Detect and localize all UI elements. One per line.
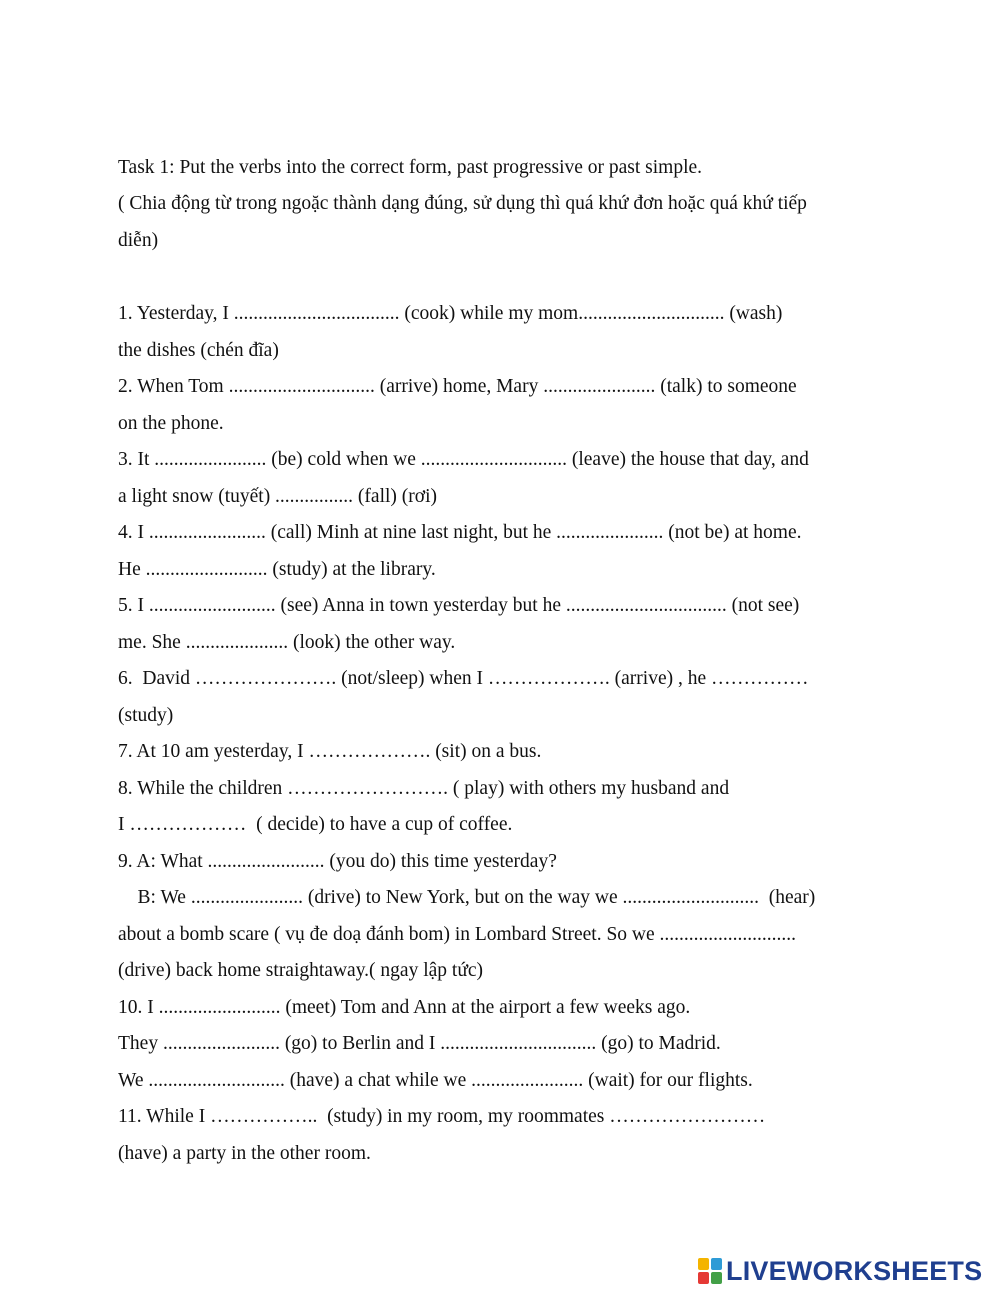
exercise-line: 4. I ........................ (call) Minh at nine last night, but he ...................... (not be) at home. — [118, 522, 802, 543]
task-subtitle: ( Chia động từ trong ngoặc thành dạng đúng, sử dụng thì quá khứ đơn hoặc quá khứ tiếp — [118, 193, 807, 214]
exercise-line: 11. While I …………….. (study) in my room, my roommates …………………… — [118, 1106, 766, 1127]
exercise-line: 3. It ....................... (be) cold when we .............................. (leave) the house that day, and — [118, 449, 809, 470]
task-subtitle: diễn) — [118, 230, 159, 251]
exercise-line: They ........................ (go) to Berlin and I ................................ (go) to Madrid. — [118, 1033, 721, 1054]
exercise-line: 5. I .......................... (see) Anna in town yesterday but he ................................. (not see) — [118, 595, 800, 616]
exercise-line: 8. While the children ……………………. ( play) with others my husband and — [118, 778, 730, 799]
exercise-line: 1. Yesterday, I .................................. (cook) while my mom.............................. (wash) — [118, 303, 783, 324]
task-title: Task 1: Put the verbs into the correct form, past progressive or past simple. — [118, 157, 703, 178]
exercise-line: B: We ....................... (drive) to New York, but on the way we ............................ (hear) — [118, 887, 816, 908]
brand-name: LIVEWORKSHEETS — [726, 1256, 983, 1286]
liveworksheets-logo-icon — [698, 1258, 722, 1284]
exercise-line: me. She ..................... (look) the other way. — [118, 632, 456, 653]
exercise-line: 7. At 10 am yesterday, I ………………. (sit) on a bus. — [118, 741, 542, 762]
exercise-line: 9. A: What ........................ (you do) this time yesterday? — [118, 851, 557, 872]
exercise-line: 6. David …………………. (not/sleep) when I ………………. (arrive) , he …………… — [118, 668, 809, 689]
exercise-line: (study) — [118, 705, 174, 726]
exercise-line: (drive) back home straightaway.( ngay lập tức) — [118, 960, 484, 981]
exercise-line: (have) a party in the other room. — [118, 1143, 371, 1164]
exercise-line: on the phone. — [118, 413, 224, 434]
exercise-line: the dishes (chén đĩa) — [118, 340, 279, 361]
exercise-line: a light snow (tuyết) ................ (fall) (rơi) — [118, 486, 437, 507]
exercise-line: 2. When Tom .............................. (arrive) home, Mary ....................... (talk) to someone — [118, 376, 797, 397]
exercise-line: about a bomb scare ( vụ đe doạ đánh bom) in Lombard Street. So we ............................ — [118, 924, 797, 945]
exercise-line: We ............................ (have) a chat while we ....................... (wait) for our flights. — [118, 1070, 753, 1091]
exercise-line: I ……………… ( decide) to have a cup of coffee. — [118, 814, 513, 835]
exercise-line: 10. I ......................... (meet) Tom and Ann at the airport a few weeks ago. — [118, 997, 691, 1018]
liveworksheets-logo — [698, 1256, 982, 1286]
exercise-line: He ......................... (study) at the library. — [118, 559, 436, 580]
